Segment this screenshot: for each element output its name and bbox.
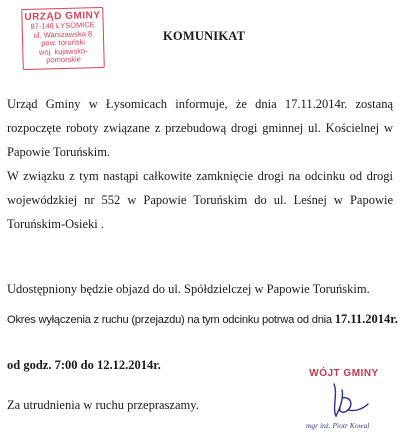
period-start-date: 17.11.2014r. (334, 312, 398, 326)
signature-scribble (294, 368, 394, 428)
office-stamp (21, 7, 105, 70)
paragraph-works: Urząd Gminy w Łysomicach informuje, że dnia 17.11.2014r. zostaną rozpoczęte roboty związane z przebudową drogi gminnej ul. Kościelnej w Papowie Toruńskim. (7, 97, 393, 159)
signature-name: mgr inż. Piotr Kowal (306, 421, 370, 430)
stamp-county: pow. toruński (41, 37, 86, 48)
stamp-voivodeship: woj. kujawsko-pomorskie (38, 45, 88, 65)
signature-block (294, 368, 394, 438)
paragraph-closure: W związku z tym nastąpi całkowite zamknięcie drogi na odcinku od drogi wojewódzkiej nr 552 w Papowie Toruńskim do ul. Leśnej w Papowie Toruńskim-Osieki . (7, 169, 393, 231)
paragraph-detour: Udostępniony będzie objazd do ul. Spółdzielczej w Papowie Toruńskim. (7, 282, 370, 296)
stamp-postal-code: 87-148 ŁYSOMICE (30, 20, 95, 31)
paragraph-hours: od godz. 7:00 do 12.12.2014r. (7, 358, 161, 372)
document-title: KOMUNIKAT (163, 29, 246, 43)
stamp-street: ul. Warszawska 8 (33, 28, 93, 40)
paragraph-apology: Za utrudnienia w ruchu przepraszamy. (7, 398, 199, 412)
paragraph-period (7, 312, 398, 327)
period-text: Okres wyłączenia z ruchu (przejazdu) na tym odcinku potrwa od dnia (7, 314, 335, 326)
stamp-office-name: URZĄD GMINY (24, 10, 101, 24)
signature-stamp-title: WÓJT GMINY (309, 368, 379, 379)
